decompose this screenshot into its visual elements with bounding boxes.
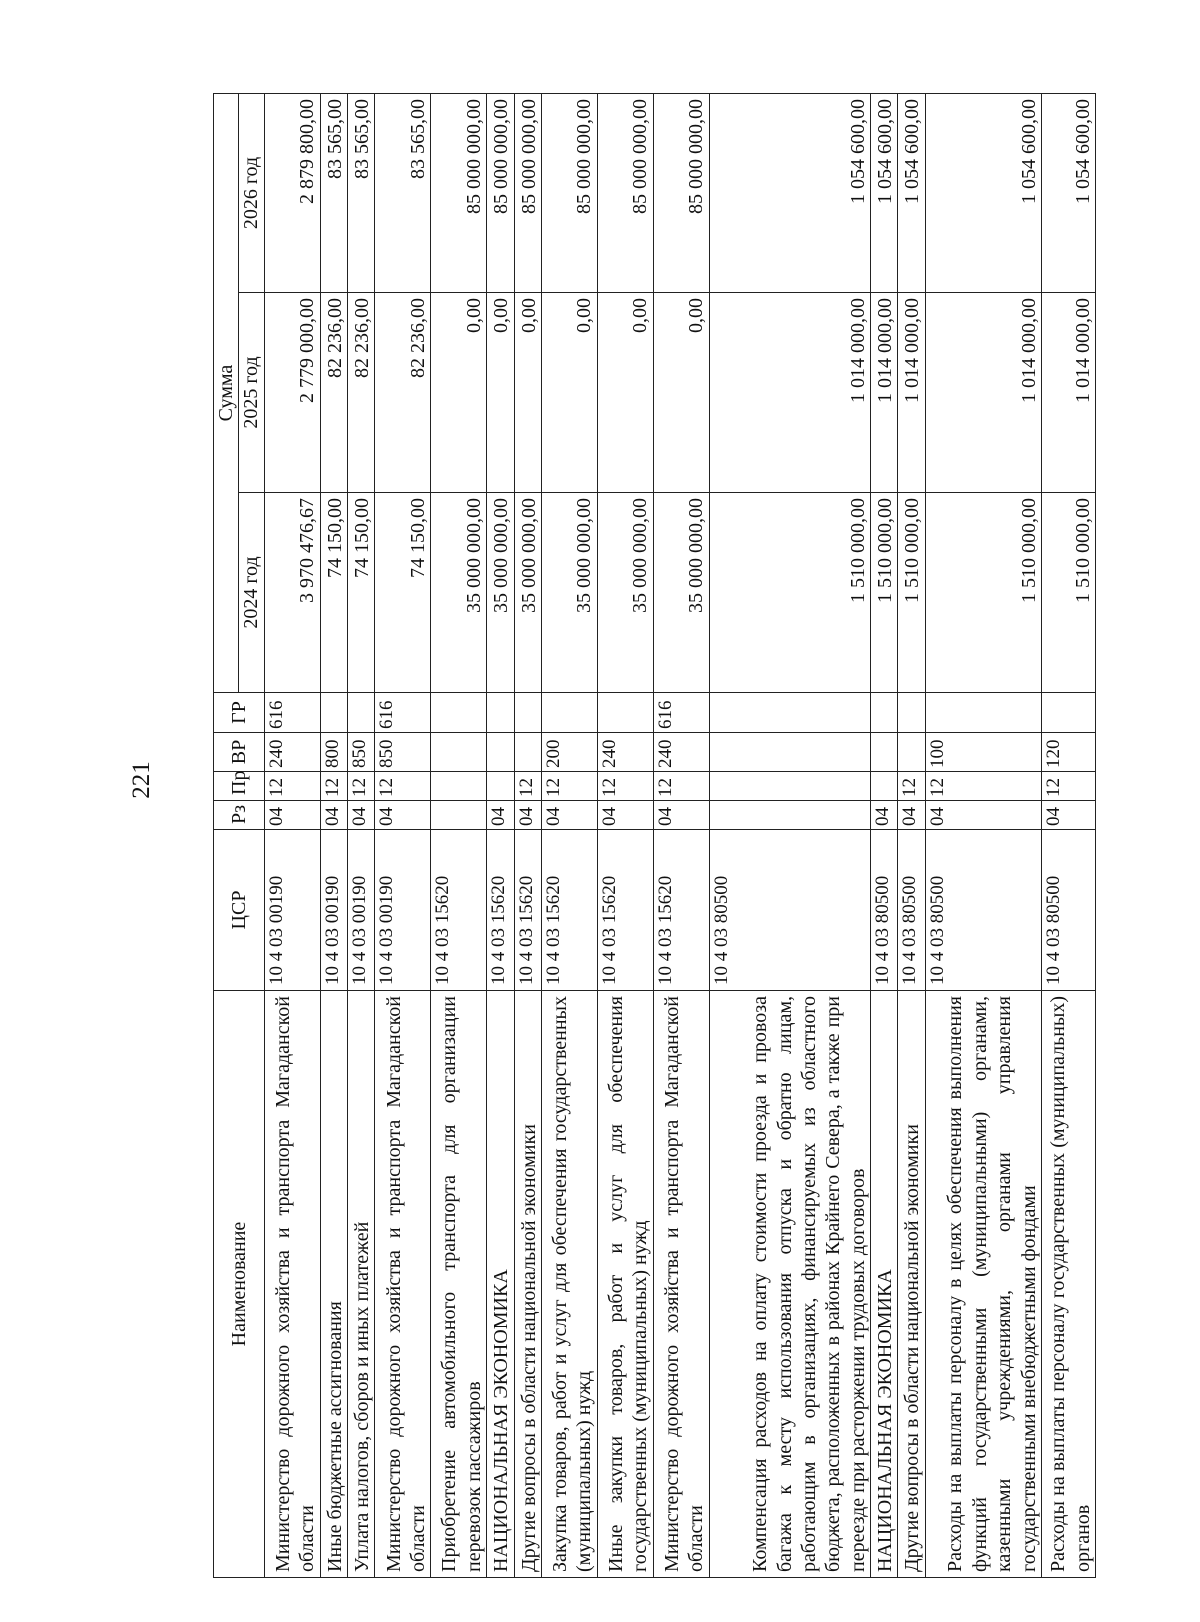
row-amount-2024: 1 510 000,00 <box>709 493 870 693</box>
row-amount-2025: 1 014 000,00 <box>925 293 1041 493</box>
row-vr: 240 <box>653 733 709 772</box>
row-amount-2026: 83 565,00 <box>320 94 347 293</box>
row-csr: 10 4 03 15620 <box>514 830 541 991</box>
table-row <box>348 94 375 1578</box>
rotated-table-container <box>213 94 1096 1578</box>
row-rz: 04 <box>514 801 541 830</box>
row-vr: 100 <box>925 733 1041 772</box>
row-pr: 12 <box>348 772 375 801</box>
row-csr: 10 4 03 15620 <box>541 830 597 991</box>
row-rz: 04 <box>348 801 375 830</box>
table-row <box>709 94 870 1578</box>
row-pr: 12 <box>925 772 1041 801</box>
row-amount-2026: 1 054 600,00 <box>871 94 898 293</box>
row-gr: 616 <box>264 693 320 733</box>
row-amount-2024: 35 000 000,00 <box>487 493 514 693</box>
row-name: Компенсация расходов на оплату стоимости проезда и провоза багажа к месту использования отпуска и обратно лицам, работающим в организациях, финансируемых из областного бюджета, расположенных в районах Крайнего Севера, а также при переезде при расторжении трудовых договоров <box>709 991 870 1578</box>
row-gr <box>898 693 925 733</box>
row-rz: 04 <box>1042 801 1096 830</box>
row-csr: 10 4 03 00190 <box>320 830 347 991</box>
row-name: Уплата налогов, сборов и иных платежей <box>348 991 375 1578</box>
row-vr: 240 <box>264 733 320 772</box>
table-row <box>597 94 653 1578</box>
row-gr <box>320 693 347 733</box>
row-vr: 850 <box>375 733 431 772</box>
row-pr: 12 <box>514 772 541 801</box>
row-amount-2025: 0,00 <box>514 293 541 493</box>
row-amount-2024: 74 150,00 <box>320 493 347 693</box>
row-name: Министерство дорожного хозяйства и транспорта Магаданской области <box>653 991 709 1578</box>
row-vr <box>431 733 487 772</box>
row-amount-2025: 82 236,00 <box>375 293 431 493</box>
header-2024: 2024 год <box>239 493 264 693</box>
row-amount-2024: 35 000 000,00 <box>431 493 487 693</box>
row-amount-2025: 0,00 <box>431 293 487 493</box>
row-amount-2024: 74 150,00 <box>375 493 431 693</box>
row-csr: 10 4 03 00190 <box>375 830 431 991</box>
row-csr: 10 4 03 80500 <box>925 830 1041 991</box>
row-pr <box>487 772 514 801</box>
row-pr: 12 <box>375 772 431 801</box>
budget-table <box>213 93 1096 1578</box>
row-amount-2024: 35 000 000,00 <box>597 493 653 693</box>
row-amount-2025: 0,00 <box>597 293 653 493</box>
row-vr <box>514 733 541 772</box>
row-amount-2025: 2 779 000,00 <box>264 293 320 493</box>
row-vr: 200 <box>541 733 597 772</box>
table-row <box>320 94 347 1578</box>
row-amount-2026: 83 565,00 <box>375 94 431 293</box>
row-vr <box>709 733 870 772</box>
row-csr: 10 4 03 00190 <box>264 830 320 991</box>
row-amount-2025: 1 014 000,00 <box>898 293 925 493</box>
row-rz: 04 <box>597 801 653 830</box>
row-csr: 10 4 03 15620 <box>653 830 709 991</box>
row-rz: 04 <box>925 801 1041 830</box>
header-sum: Сумма <box>214 94 239 693</box>
page-number: 221 <box>128 761 155 799</box>
row-gr <box>925 693 1041 733</box>
row-pr <box>709 772 870 801</box>
row-csr: 10 4 03 80500 <box>898 830 925 991</box>
row-pr: 12 <box>1042 772 1096 801</box>
row-amount-2024: 1 510 000,00 <box>871 493 898 693</box>
row-amount-2024: 35 000 000,00 <box>541 493 597 693</box>
row-rz: 04 <box>320 801 347 830</box>
row-vr <box>871 733 898 772</box>
row-gr <box>431 693 487 733</box>
row-csr: 10 4 03 80500 <box>709 830 870 991</box>
row-amount-2025: 1 014 000,00 <box>871 293 898 493</box>
row-vr: 850 <box>348 733 375 772</box>
table-header-row <box>214 94 239 1578</box>
row-pr: 12 <box>653 772 709 801</box>
row-amount-2025: 0,00 <box>653 293 709 493</box>
row-csr: 10 4 03 00190 <box>348 830 375 991</box>
row-gr: 616 <box>653 693 709 733</box>
row-pr <box>871 772 898 801</box>
table-row <box>871 94 898 1578</box>
row-gr: 616 <box>375 693 431 733</box>
header-name: Наименование <box>214 991 265 1578</box>
row-amount-2025: 0,00 <box>541 293 597 493</box>
row-rz: 04 <box>541 801 597 830</box>
row-rz: 04 <box>375 801 431 830</box>
table-row <box>514 94 541 1578</box>
row-pr: 12 <box>320 772 347 801</box>
row-amount-2024: 35 000 000,00 <box>514 493 541 693</box>
row-amount-2026: 1 054 600,00 <box>925 94 1041 293</box>
row-gr <box>709 693 870 733</box>
row-name: Другие вопросы в области национальной экономики <box>514 991 541 1578</box>
row-rz <box>709 801 870 830</box>
header-2025: 2025 год <box>239 293 264 493</box>
row-csr: 10 4 03 15620 <box>597 830 653 991</box>
row-name: Расходы на выплаты персоналу государственных (муниципальных) органов <box>1042 991 1096 1578</box>
row-vr <box>898 733 925 772</box>
row-amount-2025: 1 014 000,00 <box>1042 293 1096 493</box>
row-amount-2024: 3 970 476,67 <box>264 493 320 693</box>
row-amount-2024: 1 510 000,00 <box>898 493 925 693</box>
table-row <box>375 94 431 1578</box>
row-gr <box>487 693 514 733</box>
table-row <box>653 94 709 1578</box>
row-amount-2025: 82 236,00 <box>320 293 347 493</box>
row-csr: 10 4 03 15620 <box>487 830 514 991</box>
row-amount-2025: 0,00 <box>487 293 514 493</box>
row-pr: 12 <box>541 772 597 801</box>
table-row <box>1042 94 1096 1578</box>
row-rz: 04 <box>898 801 925 830</box>
row-csr: 10 4 03 80500 <box>871 830 898 991</box>
row-name: Иные бюджетные ассигнования <box>320 991 347 1578</box>
row-name: Министерство дорожного хозяйства и транспорта Магаданской области <box>264 991 320 1578</box>
row-amount-2024: 1 510 000,00 <box>1042 493 1096 693</box>
row-amount-2026: 2 879 800,00 <box>264 94 320 293</box>
header-2026: 2026 год <box>239 94 264 293</box>
row-rz: 04 <box>653 801 709 830</box>
row-amount-2025: 1 014 000,00 <box>709 293 870 493</box>
row-gr <box>514 693 541 733</box>
row-amount-2026: 85 000 000,00 <box>541 94 597 293</box>
header-gr: ГР <box>214 693 265 733</box>
row-vr: 120 <box>1042 733 1096 772</box>
table-row <box>487 94 514 1578</box>
row-name: НАЦИОНАЛЬНАЯ ЭКОНОМИКА <box>487 991 514 1578</box>
row-amount-2026: 83 565,00 <box>348 94 375 293</box>
row-csr: 10 4 03 15620 <box>431 830 487 991</box>
row-pr: 12 <box>597 772 653 801</box>
row-pr: 12 <box>264 772 320 801</box>
row-amount-2026: 85 000 000,00 <box>431 94 487 293</box>
row-amount-2024: 74 150,00 <box>348 493 375 693</box>
row-name: Расходы на выплаты персоналу в целях обеспечения выполнения функций государственными (муниципальными) органами, казенными учреждениями, органами управления государственными внебюджетными фондами <box>925 991 1041 1578</box>
row-gr <box>871 693 898 733</box>
row-rz: 04 <box>264 801 320 830</box>
row-amount-2025: 82 236,00 <box>348 293 375 493</box>
row-amount-2024: 1 510 000,00 <box>925 493 1041 693</box>
row-name: Иные закупки товаров, работ и услуг для обеспечения государственных (муниципальных) нужд <box>597 991 653 1578</box>
row-pr: 12 <box>898 772 925 801</box>
row-amount-2024: 35 000 000,00 <box>653 493 709 693</box>
row-gr <box>1042 693 1096 733</box>
row-vr: 240 <box>597 733 653 772</box>
header-pr: Пр <box>214 772 265 801</box>
row-amount-2026: 1 054 600,00 <box>1042 94 1096 293</box>
table-row <box>431 94 487 1578</box>
row-gr <box>597 693 653 733</box>
row-pr <box>431 772 487 801</box>
row-amount-2026: 85 000 000,00 <box>487 94 514 293</box>
table-row <box>898 94 925 1578</box>
row-rz: 04 <box>871 801 898 830</box>
row-amount-2026: 85 000 000,00 <box>653 94 709 293</box>
row-rz <box>431 801 487 830</box>
header-rz: Рз <box>214 801 265 830</box>
row-vr <box>487 733 514 772</box>
row-amount-2026: 1 054 600,00 <box>898 94 925 293</box>
table-row <box>925 94 1041 1578</box>
row-vr: 800 <box>320 733 347 772</box>
header-vr: ВР <box>214 733 265 772</box>
row-name: Приобретение автомобильного транспорта для организации перевозок пассажиров <box>431 991 487 1578</box>
row-name: Закупка товаров, работ и услуг для обеспечения государственных (муниципальных) нужд <box>541 991 597 1578</box>
row-rz: 04 <box>487 801 514 830</box>
header-csr: ЦСР <box>214 830 265 991</box>
table-row <box>264 94 320 1578</box>
row-amount-2026: 85 000 000,00 <box>514 94 541 293</box>
row-amount-2026: 85 000 000,00 <box>597 94 653 293</box>
row-name: Другие вопросы в области национальной экономики <box>898 991 925 1578</box>
table-row <box>541 94 597 1578</box>
row-name: НАЦИОНАЛЬНАЯ ЭКОНОМИКА <box>871 991 898 1578</box>
row-gr <box>348 693 375 733</box>
row-gr <box>541 693 597 733</box>
row-name: Министерство дорожного хозяйства и транспорта Магаданской области <box>375 991 431 1578</box>
row-csr: 10 4 03 80500 <box>1042 830 1096 991</box>
row-amount-2026: 1 054 600,00 <box>709 94 870 293</box>
